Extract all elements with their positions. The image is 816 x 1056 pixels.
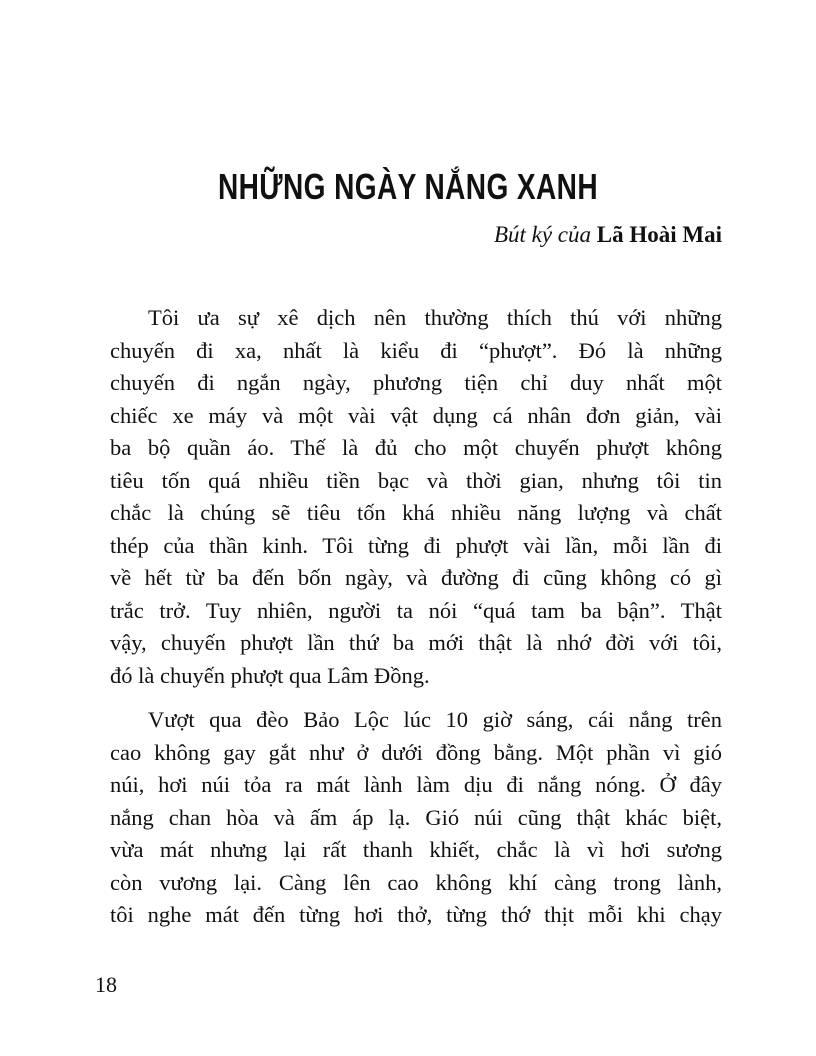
byline: [494, 222, 722, 248]
text-line: Tôi ưa sự xê dịch nên thường thích thú với những: [148, 305, 722, 330]
paragraph-2: [110, 704, 722, 932]
page-title: NHỮNG NGÀY NẮNG XANH: [217, 166, 599, 207]
paragraph-1: [110, 302, 722, 692]
text-line: còn vương lại. Càng lên cao không khí càng trong lành,: [110, 869, 722, 895]
text-line: chuyến đi xa, nhất là kiểu đi “phượt”. Đó là những: [110, 337, 722, 363]
text-line: Vượt qua đèo Bảo Lộc lúc 10 giờ sáng, cái nắng trên: [148, 707, 722, 732]
text-line: núi, hơi núi tỏa ra mát lành làm dịu đi nắng nóng. Ở đây: [110, 772, 722, 797]
text-line: ba bộ quần áo. Thế là đủ cho một chuyến phượt không: [110, 435, 722, 460]
page-number: 18: [95, 972, 117, 997]
text-line: tôi nghe mát đến từng hơi thở, từng thớ thịt mỗi khi chạy: [110, 902, 722, 927]
text-line: vậy, chuyến phượt lần thứ ba mới thật là nhớ đời với tôi,: [110, 630, 722, 655]
text-line: về hết từ ba đến bốn ngày, và đường đi cũng không có gì: [110, 565, 722, 590]
text-line: chuyến đi ngắn ngày, phương tiện chỉ duy nhất một: [110, 370, 722, 395]
text-line: cao không gay gắt như ở dưới đồng bằng. Một phần vì gió: [110, 739, 722, 765]
byline-prefix: Bút ký của: [493, 222, 592, 247]
text-line: nắng chan hòa và ấm áp lạ. Gió núi cũng thật khác biệt,: [110, 804, 722, 830]
text-line: đó là chuyến phượt qua Lâm Đồng.: [110, 662, 430, 688]
text-line: thép của thần kinh. Tôi từng đi phượt vài lần, mỗi lần đi: [110, 532, 722, 558]
text-line: chắc là chúng sẽ tiêu tốn khá nhiều năng lượng và chất: [110, 500, 722, 525]
text-line: chiếc xe máy và một vài vật dụng cá nhân đơn giản, vài: [110, 402, 722, 428]
text-line: vừa mát nhưng lại rất thanh khiết, chắc là vì hơi sương: [110, 837, 722, 862]
byline-author: Lã Hoài Mai: [596, 222, 722, 247]
text-line: tiêu tốn quá nhiều tiền bạc và thời gian, nhưng tôi tin: [110, 467, 722, 493]
text-line: trắc trở. Tuy nhiên, người ta nói “quá tam ba bận”. Thật: [110, 597, 722, 623]
